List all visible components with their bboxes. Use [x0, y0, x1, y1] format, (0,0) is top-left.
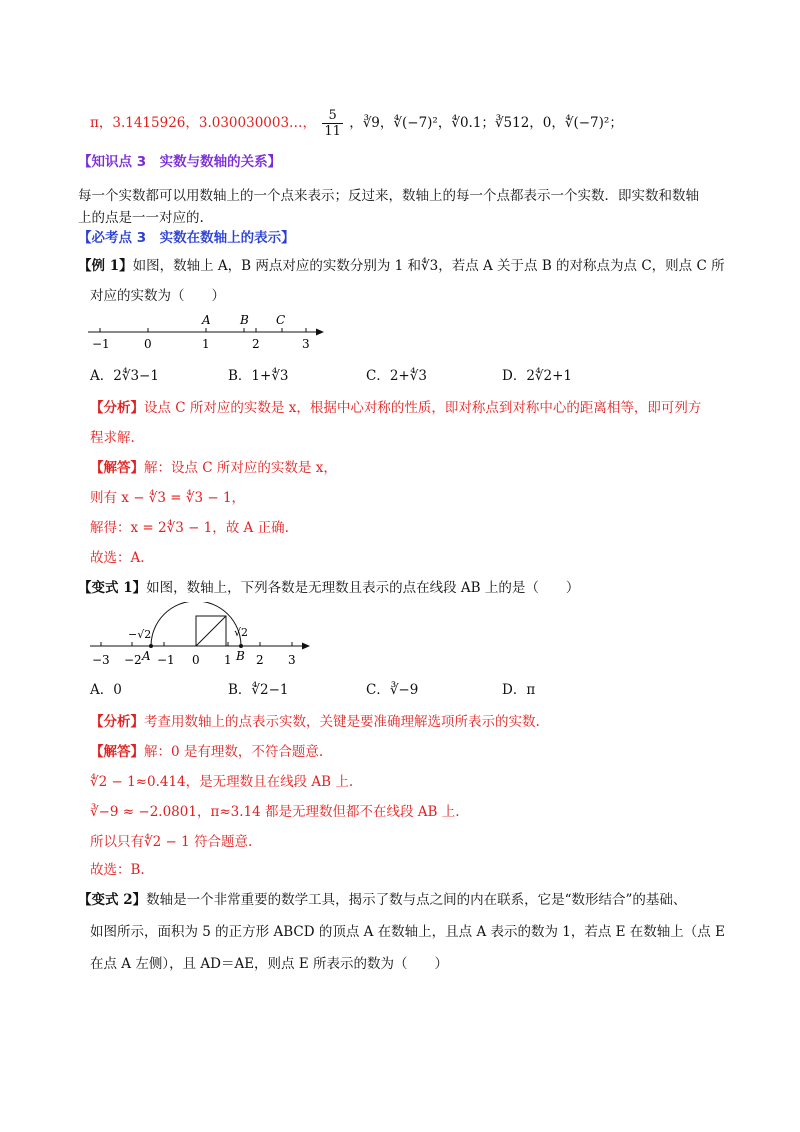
number-list	[90, 108, 623, 139]
example-1-answer-3: 解得：x = 2∜3 − 1，故 A 正确.	[90, 520, 289, 536]
variant-1-tag: 【变式 1】	[78, 580, 147, 596]
variant-2-tag: 【变式 2】	[78, 892, 147, 908]
v1-tick-neg1: −1	[157, 653, 175, 667]
example-1-answer-2: 则有 x − ∜3 = ∜3 − 1，	[90, 490, 246, 506]
number-list-rest: ，∛9，∜(−7)²，∜0.1；∛512，0，∜(−7)²；	[349, 115, 623, 131]
v1-answer-text-1: 解：0 是有理数，不符合题意.	[144, 744, 324, 760]
v1-point-b: B	[236, 649, 245, 663]
example-1-text-2: 对应的实数为（ ）	[90, 288, 225, 304]
v1-tick-1: 1	[224, 653, 232, 667]
variant-1-answer-4: 所以只有∜2 − 1 符合题意.	[90, 834, 253, 850]
example-1-number-line	[86, 312, 346, 356]
v1-answer-tag: 【解答】	[90, 744, 144, 760]
variant-1-answer-2: ∜2 − 1≈0.414，是无理数且在线段 AB 上.	[90, 774, 354, 790]
variant-1-option-a: A．0	[90, 682, 122, 698]
example-1-option-b: B．1+∜3	[228, 368, 289, 384]
example-1-text-1: 如图，数轴上 A，B 两点对应的实数分别为 1 和∜3，若点 A 关于点 B 的对称点为点 C，则点 C 所	[132, 258, 725, 274]
variant-1-text: 如图，数轴上，下列各数是无理数且表示的点在线段 AB 上的是（ ）	[146, 580, 580, 596]
v1-tick-neg2: −2	[124, 653, 142, 667]
example-1-analysis-2: 程求解.	[90, 430, 135, 446]
tick-label-0: 0	[144, 337, 152, 351]
example-1-analysis	[90, 398, 701, 418]
number-list-start: π，3.1415926，3.030030003…，	[90, 115, 317, 131]
variant-1-question	[78, 578, 579, 598]
v1-tick-neg3: −3	[92, 653, 110, 667]
variant-1-option-c: C．∛−9	[366, 682, 419, 698]
point-label-b: B	[240, 313, 249, 327]
answer-tag: 【解答】	[90, 460, 144, 476]
example-1-option-c: C．2+∜3	[366, 368, 427, 384]
analysis-tag: 【分析】	[90, 400, 144, 416]
v1-tick-0: 0	[192, 653, 200, 667]
v1-analysis-tag: 【分析】	[90, 714, 144, 730]
must-know-title: 【必考点 3 实数在数轴上的表示】	[78, 230, 295, 246]
tick-label-2: 2	[252, 337, 260, 351]
variant-1-answer	[90, 742, 323, 762]
v1-point-a: A	[142, 649, 151, 663]
example-1-question	[78, 256, 725, 276]
variant-2-question	[78, 890, 686, 910]
v1-analysis-text: 考查用数轴上的点表示实数，关键是要准确理解选项所表示的实数.	[144, 714, 540, 730]
point-label-a: A	[202, 313, 211, 327]
fraction-5-11	[322, 108, 343, 139]
example-1-answer	[90, 458, 337, 478]
knowledge-point-body-2: 上的点是一一对应的.	[78, 210, 204, 226]
analysis-text-1: 设点 C 所对应的实数是 x，根据中心对称的性质，即对称点到对称中心的距离相等，即可列方	[144, 400, 702, 416]
variant-1-answer-5: 故选：B.	[90, 862, 145, 878]
variant-2-text-2: 如图所示，面积为 5 的正方形 ABCD 的顶点 A 在数轴上，且点 A 表示的数为 1，若点 E 在数轴上（点 E	[90, 924, 725, 940]
v1-tick-3: 3	[288, 653, 296, 667]
answer-text-1: 解：设点 C 所对应的实数是 x，	[144, 460, 337, 476]
knowledge-point-title: 【知识点 3 实数与数轴的关系】	[78, 154, 282, 170]
tick-label-neg1: −1	[92, 337, 110, 351]
v1-tick-2: 2	[256, 653, 264, 667]
mark-neg-root2: −√2	[128, 628, 152, 641]
variant-1-number-line	[86, 602, 326, 670]
variant-1-analysis	[90, 712, 540, 732]
example-1-tag: 【例 1】	[78, 258, 133, 274]
example-1-option-a: A．2∜3−1	[90, 368, 159, 384]
point-label-c: C	[276, 313, 286, 327]
fraction-denominator: 11	[324, 124, 341, 139]
example-1-answer-4: 故选：A.	[90, 550, 145, 566]
variant-2-text-1: 数轴是一个非常重要的数学工具，揭示了数与点之间的内在联系，它是“数形结合”的基础、	[146, 892, 687, 908]
example-1-option-d: D．2∜2+1	[502, 368, 573, 384]
tick-label-1: 1	[202, 337, 210, 351]
variant-1-option-d: D．π	[502, 682, 536, 698]
tick-label-3: 3	[302, 337, 310, 351]
mark-root2: √2	[234, 626, 249, 639]
variant-1-option-b: B．∜2−1	[228, 682, 289, 698]
variant-1-answer-3: ∛−9 ≈ −2.0801，π≈3.14 都是无理数但都不在线段 AB 上.	[90, 804, 460, 820]
knowledge-point-body-1: 每一个实数都可以用数轴上的一个点来表示；反过来，数轴上的每一个点都表示一个实数．即实数和数轴	[78, 188, 699, 204]
fraction-numerator: 5	[322, 108, 343, 124]
variant-2-text-3: 在点 A 左侧），且 AD＝AE，则点 E 所表示的数为（ ）	[90, 956, 448, 972]
